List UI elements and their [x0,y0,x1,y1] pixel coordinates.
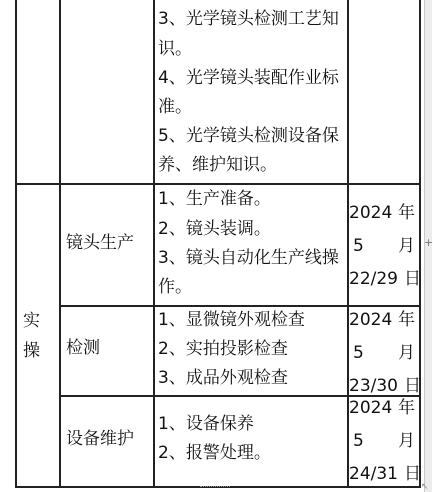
row-date [349,304,421,403]
section-label-line-2: 操 [23,341,40,361]
top-line-4: 准。 [158,97,192,117]
date-year-unit: 年 [398,310,415,330]
row-item: 2、实拍投影检查 [158,339,288,359]
row-category: 设备维护 [66,429,134,449]
date-day-unit: 日 [404,376,421,396]
top-line-6: 养、维护知识。 [158,155,277,175]
table-divider-2 [153,0,155,488]
date-month: 5 [353,236,364,256]
table-border-right [419,0,421,488]
table-border-left [15,0,17,488]
row-item: 1、生产准备。 [158,189,271,209]
top-line-3: 4、光学镜头装配作业标 [158,68,339,88]
row-item: 1、显微镜外观检查 [158,310,305,330]
date-month: 5 [353,343,364,363]
row-date [349,197,421,296]
row-category: 镜头生产 [66,233,134,253]
top-line-1: 3、光学镜头检测工艺知 [158,9,339,29]
date-month-unit: 月 [398,343,415,363]
add-column-plus-icon[interactable]: + [424,236,433,249]
date-year: 2024 [349,398,393,418]
date-days: 24/31 [349,464,398,484]
row-item: 3、镜头自动化生产线操 [158,248,339,268]
date-month-unit: 月 [398,431,415,451]
date-year-unit: 年 [398,203,415,223]
table-divider-1 [59,0,61,488]
top-line-2: 识。 [158,39,192,59]
row-item: 1、设备保养 [158,414,254,434]
date-year-unit: 年 [398,398,415,418]
row-item: 2、镜头装调。 [158,219,271,239]
row-item: 作。 [158,277,192,297]
date-day-unit: 日 [404,464,421,484]
section-label-line-1: 实 [23,311,40,331]
date-days: 22/29 [349,269,398,289]
date-days: 23/30 [349,376,398,396]
row-category: 检测 [66,338,100,358]
top-line-5: 5、光学镜头检测设备保 [158,126,339,146]
date-month: 5 [353,431,364,451]
date-day-unit: 日 [404,269,421,289]
row-item: 2、报警处理。 [158,443,271,463]
date-year: 2024 [349,310,393,330]
date-year: 2024 [349,203,393,223]
row-item: 3、成品外观检查 [158,368,288,388]
table-corner-mark-icon: ↖ [421,482,429,492]
ruler-tick-marks [200,486,230,487]
date-month-unit: 月 [398,236,415,256]
row-date [349,392,421,491]
